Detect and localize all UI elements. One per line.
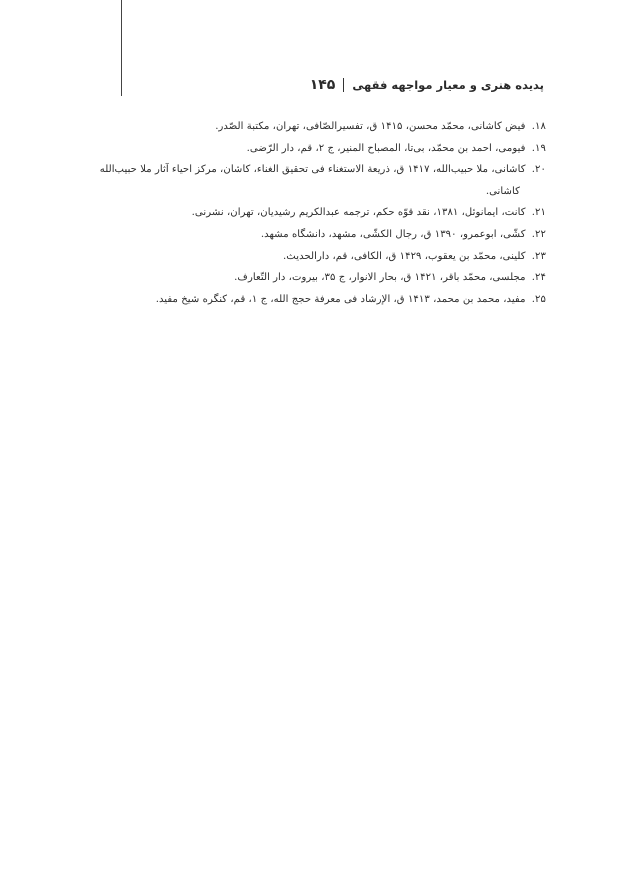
entry-number: ۲۱. [531,207,546,219]
entry-text: کلینی، محمّد بن یعقوب، ۱۴۲۹ ق، الکافی، قم، دارالحدیث. [283,250,526,262]
entry-text: کاشانی، ملا حبیب‌الله، ۱۴۱۷ ق، ذریعة الاستغناء فی تحقیق الغناء، کاشان، مرکز احیاء آثار ملا حبیب‌الله [99,164,526,176]
bibliography-entry-25 [80,289,546,311]
entry-number: ۲۰. [531,164,546,176]
entry-number: ۱۹. [531,142,546,154]
running-header-title: پدیده هنری و معیار مواجهه فقهی [352,78,544,92]
entry-text: مجلسی، محمّد باقر، ۱۴۲۱ ق، بحار الانوار، ج ۳۵، بیروت، دار التّعارف. [234,272,526,284]
entry-text-continuation: کاشانی. [485,185,520,197]
bibliography-entry-19 [80,138,546,160]
running-header [80,74,544,96]
entry-text: فیومی، احمد بن محمّد، بی‌تا، المصباح المنیر، ج ۲، قم، دار الرّضی. [246,142,526,154]
page-number: ۱۴۵ [309,77,336,93]
entry-text: مفید، محمد بن محمد، ۱۴۱۳ ق، الإرشاد فی معرفة حجج الله، ج ۱، قم، کنگره شیخ مفید. [155,293,526,305]
entry-text: کانت، ایمانوئل، ۱۳۸۱، نقد قوّه حکم، ترجمه عبدالکریم رشیدیان، تهران، نشرنی. [191,207,526,219]
bibliography-entry-22 [80,224,546,246]
bibliography-entry-18 [80,116,546,138]
bibliography-list [80,116,546,310]
bibliography-entry-24 [80,267,546,289]
entry-text: فیض کاشانی، محمّد محسن، ۱۴۱۵ ق، تفسیرالصّافی، تهران، مکتبة الصّدر. [215,121,526,132]
entry-number: ۲۴. [531,272,546,284]
bibliography-entry-20-continuation [80,181,546,203]
bibliography-entry-21 [80,202,546,224]
entry-number: ۲۵. [531,293,546,305]
bibliography-entry-23 [80,246,546,268]
entry-number: ۲۳. [531,250,546,262]
entry-number: ۲۲. [531,228,546,240]
entry-number: ۱۸. [531,121,546,132]
bibliography-entry-20 [80,159,546,181]
entry-text: کشّی، ابوعمرو، ۱۳۹۰ ق، رجال الکشّی، مشهد، دانشگاه مشهد. [260,228,526,240]
header-separator [343,78,344,92]
